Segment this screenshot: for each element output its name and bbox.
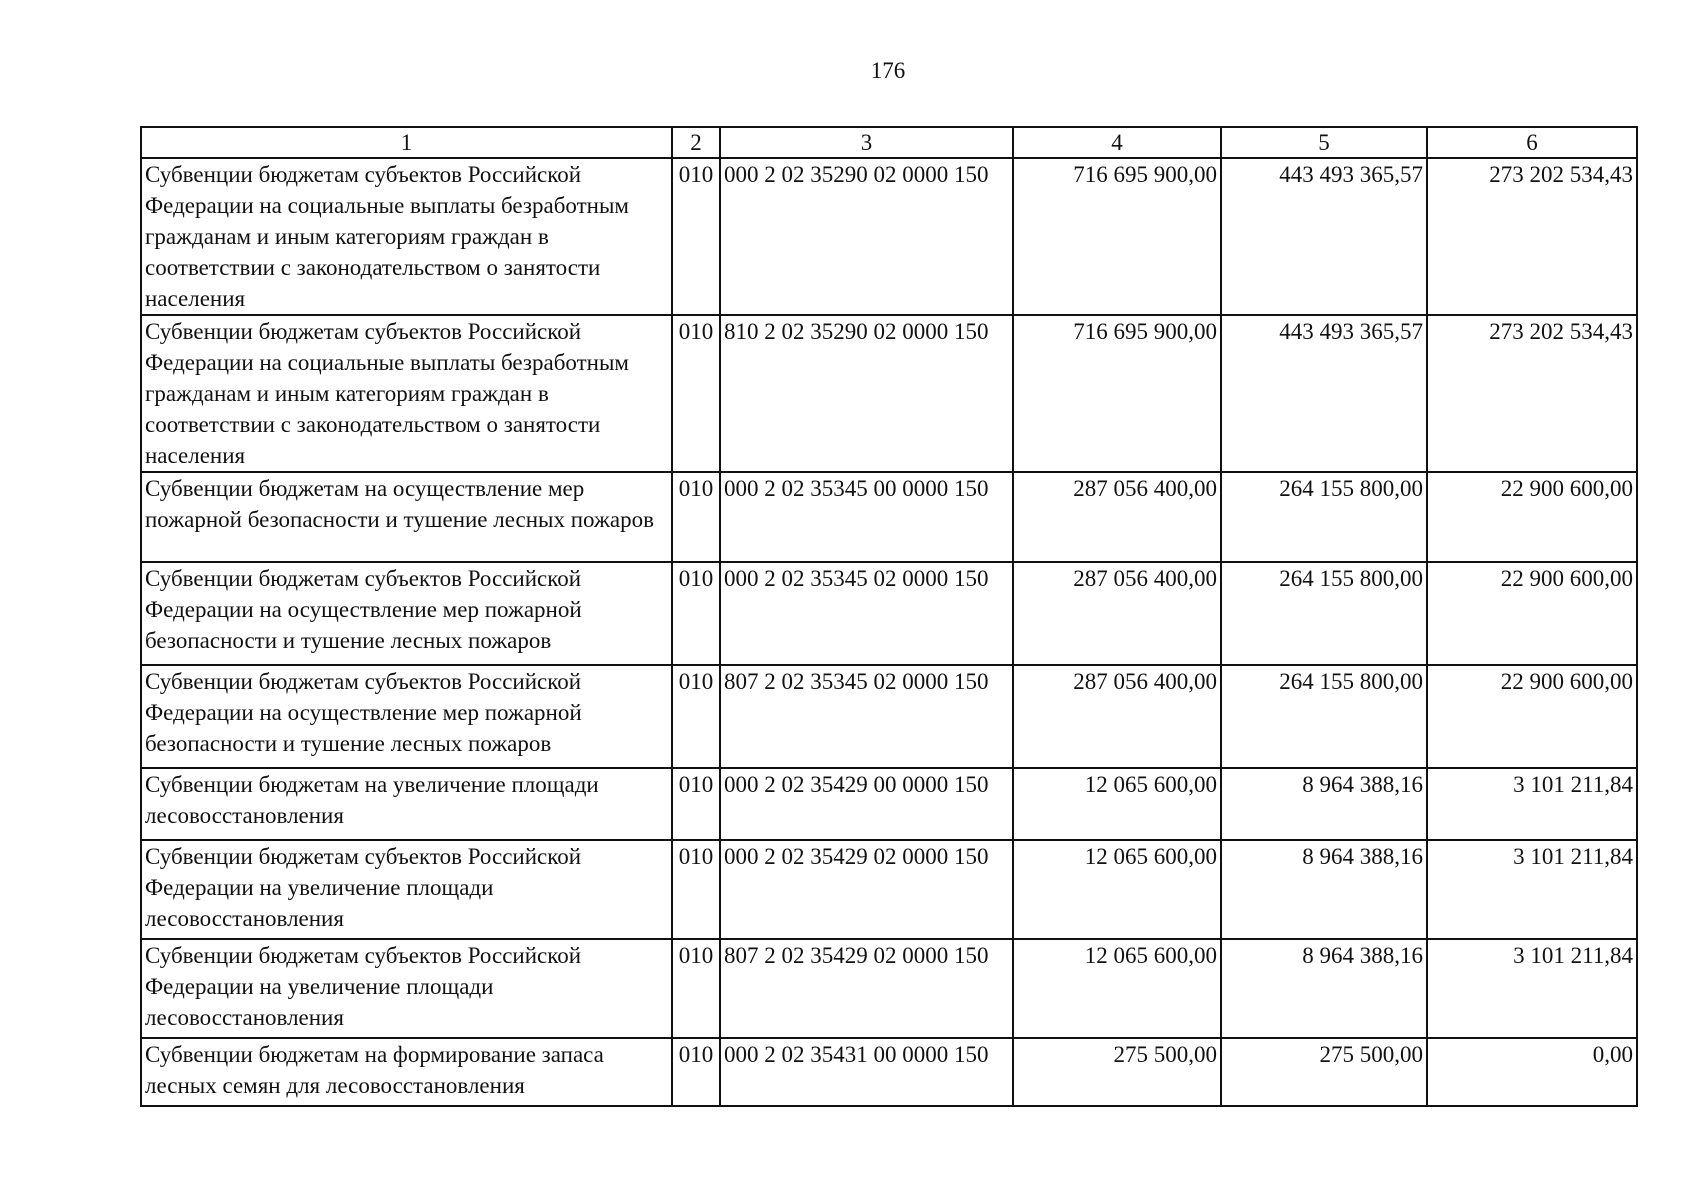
row-col6: 273 202 534,43 xyxy=(1427,315,1637,472)
table-row xyxy=(141,158,1637,315)
row-name: Субвенции бюджетам субъектов Российской Федерации на увеличение площади лесовосстановления xyxy=(141,939,672,1038)
row-kbk: 000 2 02 35431 00 0000 150 xyxy=(720,1038,1013,1106)
row-name: Субвенции бюджетам субъектов Российской Федерации на осуществление мер пожарной безопасности и тушение лесных пожаров xyxy=(141,562,672,665)
row-col4: 287 056 400,00 xyxy=(1013,472,1221,562)
row-col6: 3 101 211,84 xyxy=(1427,840,1637,939)
row-kbk: 807 2 02 35429 02 0000 150 xyxy=(720,939,1013,1038)
row-kbk: 807 2 02 35345 02 0000 150 xyxy=(720,665,1013,768)
row-col6: 3 101 211,84 xyxy=(1427,939,1637,1038)
row-name: Субвенции бюджетам субъектов Российской Федерации на социальные выплаты безработным гражданам и иным категориям граждан в соответствии с законодательством о занятости населения xyxy=(141,158,672,315)
row-kbk: 000 2 02 35290 02 0000 150 xyxy=(720,158,1013,315)
row-col6: 22 900 600,00 xyxy=(1427,562,1637,665)
row-col6: 22 900 600,00 xyxy=(1427,472,1637,562)
row-col5: 264 155 800,00 xyxy=(1221,562,1427,665)
table-header-row xyxy=(141,127,1637,158)
row-col6: 273 202 534,43 xyxy=(1427,158,1637,315)
row-kbk: 000 2 02 35345 02 0000 150 xyxy=(720,562,1013,665)
table-row xyxy=(141,939,1637,1038)
row-kbk: 000 2 02 35429 00 0000 150 xyxy=(720,768,1013,840)
table-row xyxy=(141,562,1637,665)
row-col5: 8 964 388,16 xyxy=(1221,768,1427,840)
header-col-4: 4 xyxy=(1013,127,1221,158)
header-col-1: 1 xyxy=(141,127,672,158)
table-row xyxy=(141,315,1637,472)
header-col-5: 5 xyxy=(1221,127,1427,158)
row-name: Субвенции бюджетам субъектов Российской Федерации на социальные выплаты безработным гражданам и иным категориям граждан в соответствии с законодательством о занятости населения xyxy=(141,315,672,472)
header-col-3: 3 xyxy=(720,127,1013,158)
row-code: 010 xyxy=(672,840,720,939)
row-col5: 8 964 388,16 xyxy=(1221,840,1427,939)
table-row xyxy=(141,1038,1637,1106)
table-row xyxy=(141,840,1637,939)
row-code: 010 xyxy=(672,1038,720,1106)
row-col5: 443 493 365,57 xyxy=(1221,315,1427,472)
row-code: 010 xyxy=(672,315,720,472)
row-name: Субвенции бюджетам на увеличение площади лесовосстановления xyxy=(141,768,672,840)
row-name: Субвенции бюджетам субъектов Российской Федерации на осуществление мер пожарной безопасности и тушение лесных пожаров xyxy=(141,665,672,768)
header-col-6: 6 xyxy=(1427,127,1637,158)
row-col4: 716 695 900,00 xyxy=(1013,158,1221,315)
row-col6: 22 900 600,00 xyxy=(1427,665,1637,768)
row-col4: 12 065 600,00 xyxy=(1013,840,1221,939)
row-col4: 12 065 600,00 xyxy=(1013,939,1221,1038)
row-name: Субвенции бюджетам на формирование запаса лесных семян для лесовосстановления xyxy=(141,1038,672,1106)
row-col5: 264 155 800,00 xyxy=(1221,665,1427,768)
row-code: 010 xyxy=(672,158,720,315)
row-col4: 287 056 400,00 xyxy=(1013,562,1221,665)
row-col6: 0,00 xyxy=(1427,1038,1637,1106)
row-name: Субвенции бюджетам на осуществление мер пожарной безопасности и тушение лесных пожаров xyxy=(141,472,672,562)
row-code: 010 xyxy=(672,768,720,840)
row-code: 010 xyxy=(672,665,720,768)
row-col5: 275 500,00 xyxy=(1221,1038,1427,1106)
row-col5: 8 964 388,16 xyxy=(1221,939,1427,1038)
header-col-2: 2 xyxy=(672,127,720,158)
row-kbk: 810 2 02 35290 02 0000 150 xyxy=(720,315,1013,472)
row-col5: 443 493 365,57 xyxy=(1221,158,1427,315)
table-row xyxy=(141,768,1637,840)
row-code: 010 xyxy=(672,472,720,562)
row-col4: 275 500,00 xyxy=(1013,1038,1221,1106)
row-col4: 12 065 600,00 xyxy=(1013,768,1221,840)
row-col6: 3 101 211,84 xyxy=(1427,768,1637,840)
table-row xyxy=(141,472,1637,562)
row-col5: 264 155 800,00 xyxy=(1221,472,1427,562)
row-kbk: 000 2 02 35345 00 0000 150 xyxy=(720,472,1013,562)
row-col4: 716 695 900,00 xyxy=(1013,315,1221,472)
budget-table xyxy=(140,126,1638,1107)
page-number: 176 xyxy=(870,58,906,83)
row-kbk: 000 2 02 35429 02 0000 150 xyxy=(720,840,1013,939)
row-code: 010 xyxy=(672,939,720,1038)
row-name: Субвенции бюджетам субъектов Российской Федерации на увеличение площади лесовосстановления xyxy=(141,840,672,939)
table-row xyxy=(141,665,1637,768)
row-col4: 287 056 400,00 xyxy=(1013,665,1221,768)
row-code: 010 xyxy=(672,562,720,665)
